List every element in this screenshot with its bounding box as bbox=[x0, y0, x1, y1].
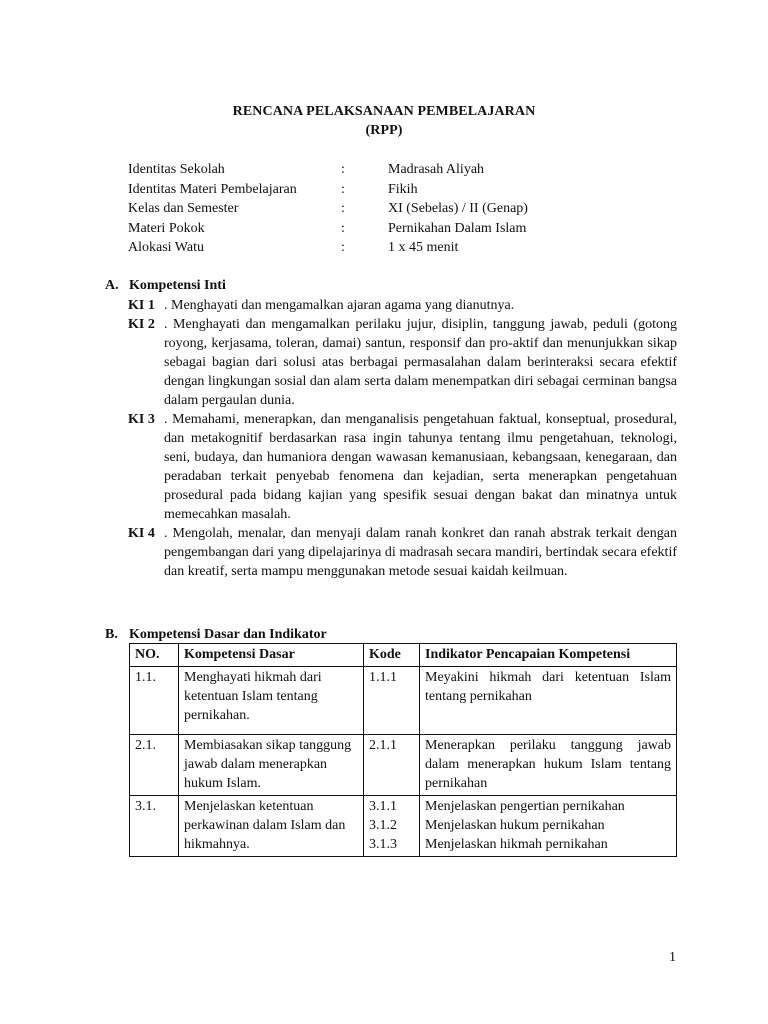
indikator-line: Menjelaskan hukum pernikahan bbox=[425, 818, 605, 833]
document-subtitle: (RPP) bbox=[365, 123, 403, 138]
kompetensi-table bbox=[129, 643, 677, 857]
ki-item bbox=[105, 410, 677, 524]
header-indikator: Indikator Pencapaian Kompetensi bbox=[420, 644, 677, 667]
section-letter: A. bbox=[105, 278, 119, 293]
identity-label: Identitas Sekolah bbox=[128, 162, 225, 177]
cell-kode bbox=[364, 735, 420, 796]
cell-indikator bbox=[420, 796, 677, 857]
identity-colon: : bbox=[341, 181, 345, 197]
identity-colon: : bbox=[341, 162, 345, 177]
section-heading bbox=[105, 625, 677, 645]
section-title: Kompetensi Dasar dan Indikator bbox=[129, 627, 327, 642]
identity-colon: : bbox=[341, 240, 345, 255]
cell-kode bbox=[364, 667, 420, 735]
ki-text: . Memahami, menerapkan, dan menganalisis pengetahuan faktual, konseptual, prosedural, dan metakognitif berdasarkan rasa ingin tahunya tentang ilmu pengetahuan, teknologi, seni, budaya, dan humaniora dengan wawasan kemanusiaan, kebangsaan, kenegaraan, dan peradaban terkait penyebab fenomena dan kejadian, serta menerapkan pengetahuan prosedural pada bidang kajian yang spesifik sesuai dengan bakat dan minatnya untuk memecahkan masalah. bbox=[164, 412, 677, 522]
kode-line: 1.1.1 bbox=[369, 670, 397, 685]
kode-line: 3.1.2 bbox=[369, 818, 397, 833]
indikator-line: Menjelaskan hikmah pernikahan bbox=[425, 837, 608, 852]
identity-colon: : bbox=[341, 201, 345, 216]
ki-label: KI 1 bbox=[128, 298, 155, 313]
section-title: Kompetensi Inti bbox=[129, 278, 226, 293]
section-kompetensi-inti bbox=[105, 276, 677, 581]
indikator-line: Meyakini hikmah dari ketentuan Islam tentang pernikahan bbox=[425, 670, 671, 704]
ki-label: KI 4 bbox=[128, 526, 155, 541]
indikator-line: Menerapkan perilaku tanggung jawab dalam menerapkan hukum Islam tentang pernikahan bbox=[425, 738, 671, 791]
identity-value: 1 x 45 menit bbox=[388, 240, 459, 255]
table-row bbox=[130, 735, 677, 796]
identity-label: Kelas dan Semester bbox=[128, 201, 239, 216]
section-heading bbox=[105, 276, 677, 296]
cell-kompetensi-dasar: Membiasakan sikap tanggung jawab dalam menerapkan hukum Islam. bbox=[179, 735, 364, 796]
kode-line: 3.1.1 bbox=[369, 799, 397, 814]
indikator-line: Menjelaskan pengertian pernikahan bbox=[425, 799, 625, 814]
table-row bbox=[130, 796, 677, 857]
identity-value: XI (Sebelas) / II (Genap) bbox=[388, 201, 528, 216]
table-row bbox=[130, 667, 677, 735]
ki-text: . Menghayati dan mengamalkan perilaku jujur, disiplin, tanggung jawab, peduli (gotong royong, kerjasama, toleran, damai) santun, responsif dan pro-aktif dan menunjukkan sikap sebagai bagian dari solusi atas berbagai permasalahan dalam berinteraksi secara efektif dengan lingkungan sosial dan alam serta dalam menempatkan diri sebagai cerminan bangsa dalam pergaulan dunia. bbox=[164, 317, 677, 408]
cell-no: 2.1. bbox=[130, 735, 179, 796]
kode-line: 2.1.1 bbox=[369, 738, 397, 753]
ki-label: KI 2 bbox=[128, 317, 155, 332]
cell-no: 1.1. bbox=[130, 667, 179, 735]
table-header-row bbox=[130, 644, 677, 667]
identity-value: Fikih bbox=[388, 181, 418, 197]
header-kompetensi-dasar: Kompetensi Dasar bbox=[179, 644, 364, 667]
identity-label: Materi Pokok bbox=[128, 220, 205, 236]
cell-kode bbox=[364, 796, 420, 857]
ki-item bbox=[105, 315, 677, 410]
identity-value: Pernikahan Dalam Islam bbox=[388, 220, 527, 236]
cell-no: 3.1. bbox=[130, 796, 179, 857]
ki-text: . Menghayati dan mengamalkan ajaran agama yang dianutnya. bbox=[164, 298, 515, 313]
page-number: 1 bbox=[669, 950, 676, 965]
ki-item bbox=[105, 524, 677, 581]
header-no: NO. bbox=[130, 644, 179, 667]
identity-label: Identitas Materi Pembelajaran bbox=[128, 181, 297, 197]
kode-line: 3.1.3 bbox=[369, 837, 397, 852]
cell-indikator bbox=[420, 667, 677, 735]
identity-colon: : bbox=[341, 220, 345, 236]
section-kompetensi-dasar bbox=[105, 625, 677, 645]
ki-label: KI 3 bbox=[128, 412, 155, 427]
cell-indikator bbox=[420, 735, 677, 796]
ki-item bbox=[105, 296, 677, 315]
ki-text: . Mengolah, menalar, dan menyaji dalam ranah konkret dan ranah abstrak terkait dengan pengembangan dari yang dipelajarinya di madrasah secara mandiri, bertindak secara efektif dan kreatif, serta mampu menggunakan metode sesuai kaidah keilmuan. bbox=[164, 526, 677, 579]
document-title: RENCANA PELAKSANAAN PEMBELAJARAN bbox=[232, 104, 536, 119]
header-kode: Kode bbox=[364, 644, 420, 667]
identity-label: Alokasi Watu bbox=[128, 240, 204, 255]
section-letter: B. bbox=[105, 627, 118, 642]
cell-kompetensi-dasar: Menjelaskan ketentuan perkawinan dalam Islam dan hikmahnya. bbox=[179, 796, 364, 857]
cell-kompetensi-dasar: Menghayati hikmah dari ketentuan Islam tentang pernikahan. bbox=[179, 667, 364, 735]
identity-value: Madrasah Aliyah bbox=[388, 162, 485, 177]
